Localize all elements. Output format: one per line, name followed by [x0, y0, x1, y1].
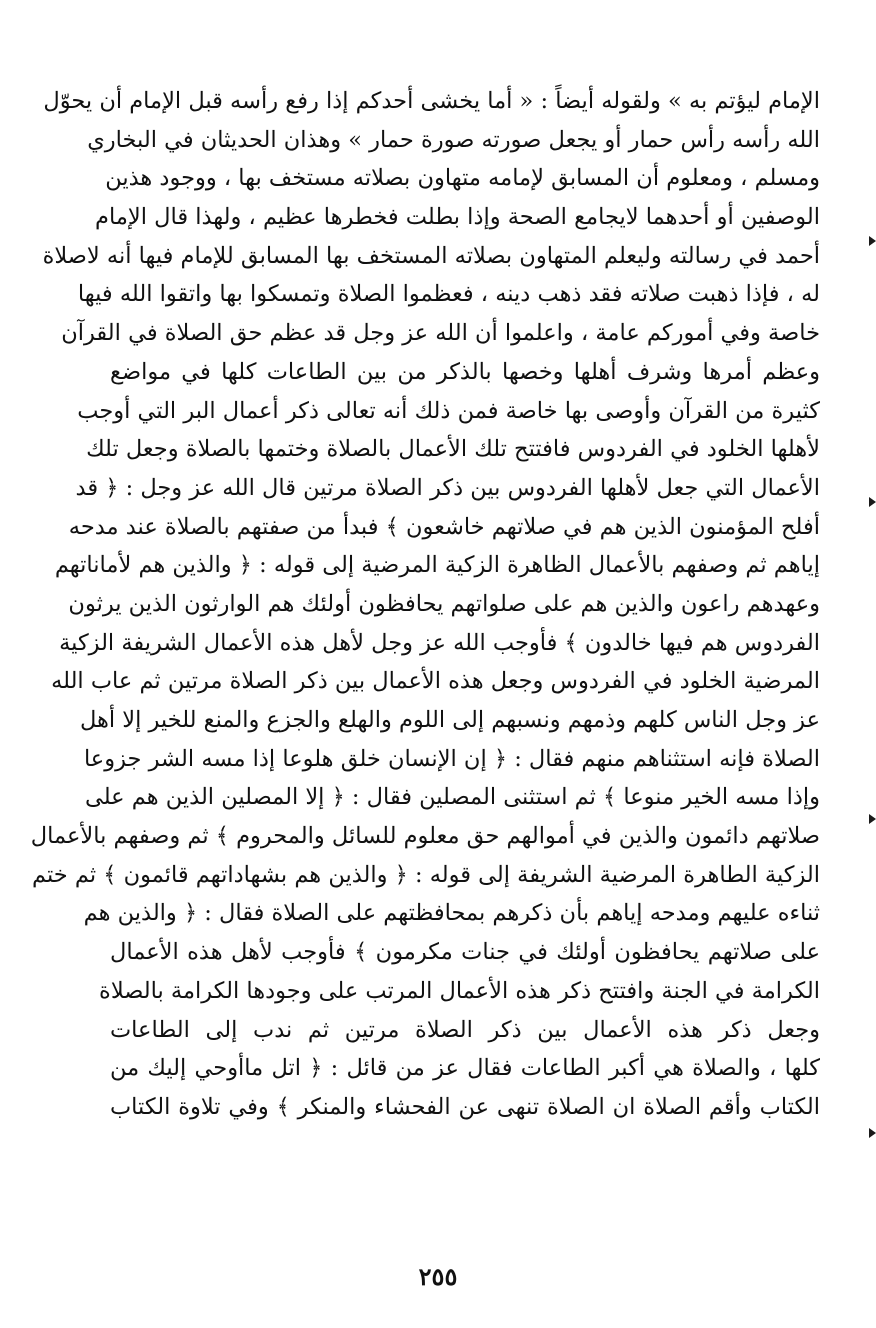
text-line: الصلاة فإنه استثناهم منهم فقال : ﴿ إن الإنسان خلق هلوعا إذا مسه الشر جزوعا [83, 745, 820, 772]
text-line: المرضية الخلود في الفردوس وجعل هذه الأعمال بين ذكر الصلاة مرتين ثم عاب الله [51, 668, 820, 695]
text-line: صلاتهم دائمون والذين في أموالهم حق معلوم للسائل والمحروم ﴾ ثم وصفهم بالأعمال [30, 823, 820, 850]
text-line: الوصفين أو أحدهما لايجامع الصحة وإذا بطلت فخطرها عظيم ، ولهذا قال الإمام [95, 204, 820, 231]
text-line: خاصة وفي أموركم عامة ، واعلموا أن الله عز وجل قد عظم حق الصلاة في القرآن [61, 320, 820, 347]
text-line: الكرامة في الجنة وافتتح ذكر هذه الأعمال المرتب على وجودها الكرامة بالصلاة [99, 977, 820, 1004]
text-line: إياهم ثم وصفهم بالأعمال الظاهرة الزكية المرضية إلى قوله : ﴿ والذين هم لأماناتهم [54, 552, 820, 579]
text-line: وإذا مسه الخير منوعا ﴾ ثم استثنى المصلين فقال : ﴿ إلا المصلين الذين هم على [84, 784, 820, 811]
text-line: أفلح المؤمنون الذين هم في صلاتهم خاشعون ﴾ فبدأ من صفتهم بالصلاة عند مدحه [68, 513, 820, 540]
text-line: الله رأسه رأس حمار أو يجعل صورته صورة حمار » وهذان الحديثان في البخاري [87, 126, 820, 153]
text-line: عز وجل الناس كلهم وذمهم ونسبهم إلى اللوم والهلع والجزع والمنع للخير إلا أهل [79, 707, 820, 733]
text-line: ثناءه عليهم ومدحه إياهم بأن ذكرهم بمحافظتهم على الصلاة فقال : ﴿ والذين هم [83, 900, 820, 927]
text-line: ومسلم ، ومعلوم أن المسابق لإمامه متهاون بصلاته مستخف بها ، ووجود هذين [105, 165, 820, 192]
text-line: الفردوس هم فيها خالدون ﴾ فأوجب الله عز وجل لأهل هذه الأعمال الشريفة الزكية [59, 629, 820, 656]
text-line: وجعل ذكر هذه الأعمال بين ذكر الصلاة مرتين ثم ندب إلى الطاعات [110, 1016, 820, 1043]
text-line: الإمام ليؤتم به » ولقوله أيضاً : « أما يخشى أحدكم إذا رفع رأسه قبل الإمام أن يحوّل [43, 88, 820, 114]
text-line: الكتاب وأقم الصلاة ان الصلاة تنهى عن الفحشاء والمنكر ﴾ وفي تلاوة الكتاب [110, 1093, 820, 1120]
text-line: وعظم أمرها وشرف أهلها وخصها بالذكر من بين الطاعات كلها في مواضع [110, 358, 820, 385]
page-number: ٢٥٥ [418, 1262, 458, 1291]
text-line: أحمد في رسالته وليعلم المتهاون بصلاته المستخف بها المسابق للإمام فيها أنه لاصلاة [42, 242, 820, 269]
text-line: له ، فإذا ذهبت صلاته فقد ذهب دينه ، فعظموا الصلاة وتمسكوا بها واتقوا الله فيها [77, 281, 820, 308]
text-line: وعهدهم راعون والذين هم على صلواتهم يحافظون أولئك هم الوارثون الذين يرثون [68, 590, 820, 617]
text-line: لأهلها الخلود في الفردوس فافتتح تلك الأعمال بالصلاة وختمها بالصلاة وجعل تلك [86, 436, 820, 463]
text-line: على صلاتهم يحافظون أولئك في جنات مكرمون ﴾ فأوجب لأهل هذه الأعمال [110, 939, 820, 966]
body-text [30, 82, 820, 1127]
margin-mark [869, 814, 876, 824]
text-line: كلها ، والصلاة هي أكبر الطاعات فقال عز من قائل : ﴿ اتل ماأوحي إليك من [110, 1055, 820, 1082]
text-line: كثيرة من القرآن وأوصى بها خاصة فمن ذلك أنه تعالى ذكر أعمال البر التي أوجب [77, 397, 820, 424]
margin-mark [869, 1128, 876, 1138]
margin-mark [869, 236, 876, 246]
margin-mark [869, 497, 876, 507]
text-line: الأعمال التي جعل لأهلها الفردوس بين ذكر الصلاة مرتين قال الله عز وجل : ﴿ قد [75, 474, 820, 501]
text-line: الزكية الطاهرة المرضية الشريفة إلى قوله : ﴿ والذين هم بشهاداتهم قائمون ﴾ ثم ختم [32, 861, 820, 888]
